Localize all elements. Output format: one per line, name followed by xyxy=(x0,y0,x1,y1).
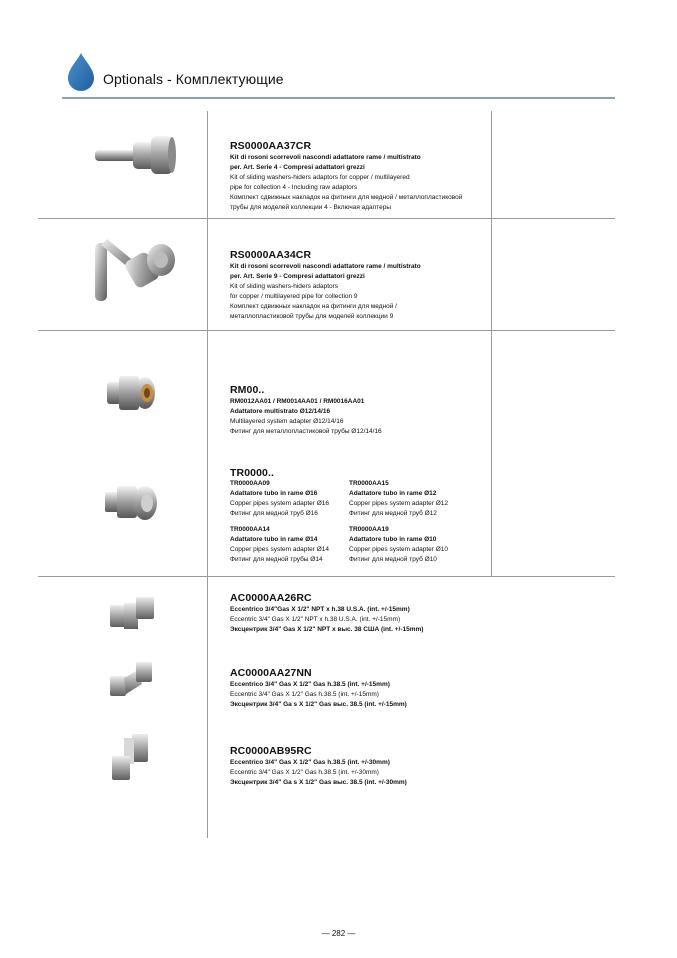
product-desc-line: Adattatore tubo in rame Ø10 xyxy=(349,536,437,543)
product-desc-line: Фитинг для медной труб Ø16 xyxy=(230,510,318,517)
product-code: AC0000AA26RC xyxy=(230,592,312,604)
product-desc-line: Copper pipes system adapter Ø14 xyxy=(230,546,329,553)
multilayer-adapter-image xyxy=(105,370,157,420)
product-variants: RM0012AA01 / RM0014AA01 / RM0016AA01 xyxy=(230,398,365,405)
product-variant xyxy=(349,525,465,565)
table-row-divider xyxy=(38,330,615,331)
product-desc-line: Kit di rosoni scorrevoli nascondi adattatore rame / multistrato xyxy=(230,263,421,270)
product-desc-line: Adattatore tubo in rame Ø12 xyxy=(349,490,437,497)
product-desc-line: Copper pipes system adapter Ø10 xyxy=(349,546,448,553)
page-title: Optionals - Комплектующие xyxy=(103,71,284,87)
eccentric-fitting-image xyxy=(108,660,158,700)
water-drop-icon xyxy=(66,52,96,92)
product-desc-line: Эксцентрик 3/4" Ga s X 1/2" Gas выс. 38.5 (int. +/-30mm) xyxy=(230,779,407,786)
product-desc-line: Adattatore multistrato Ø12/14/16 xyxy=(230,408,331,415)
variant-code: TR0000AA14 xyxy=(230,526,270,533)
washer-kit-image xyxy=(95,233,177,303)
variant-code: TR0000AA19 xyxy=(349,526,389,533)
page-number: — 282 — xyxy=(321,929,356,938)
product-variant xyxy=(230,525,346,565)
product-entry xyxy=(230,249,488,322)
product-desc-line: Фитинг для медной труб Ø12 xyxy=(349,510,437,517)
table-row-divider xyxy=(38,218,615,219)
product-desc-line: Eccentrico 3/4" Gas X 1/2" Gas h.38.5 (int. +/-15mm) xyxy=(230,681,390,688)
product-desc-line: pipe for collection 4 - Including raw adaptors xyxy=(230,184,358,191)
product-entry xyxy=(230,592,488,635)
product-desc-line: Kit of sliding washers-hiders adaptors for copper / multilayered xyxy=(230,174,410,181)
product-entry xyxy=(230,140,488,213)
product-desc-line: per. Art. Serie 4 - Compresi adattatori grezzi xyxy=(230,164,365,171)
copper-adapter-image xyxy=(103,480,161,528)
product-desc-line: трубы для моделей коллекции 4 - Включая адаптеры xyxy=(230,204,391,211)
product-desc-line: for copper / multilayered pipe for collection 9 xyxy=(230,293,358,300)
product-desc-line: Комплект сдвижных накладок на фитинги для медной / металлопластиковой xyxy=(230,194,463,201)
product-code: RM00.. xyxy=(230,384,265,396)
product-desc-line: Kit di rosoni scorrevoli nascondi adattatore rame / multistrato xyxy=(230,154,421,161)
table-column-divider xyxy=(491,111,492,576)
product-desc-line: Eccentrico 3/4"Gas X 1/2" NPT x h.38 U.S.A. (int. +/-15mm) xyxy=(230,606,410,613)
variant-code: TR0000AA09 xyxy=(230,480,270,487)
product-code: RS0000AA37CR xyxy=(230,140,312,152)
table-column-divider xyxy=(207,111,208,838)
product-desc-line: Eccentric 3/4" Gas X 1/2" Gas h.38.5 (int. +/-15mm) xyxy=(230,691,379,698)
product-desc-line: Фитинг для медной труб Ø10 xyxy=(349,556,437,563)
product-entry xyxy=(230,467,488,577)
product-variant xyxy=(230,479,346,519)
page-header xyxy=(62,50,615,98)
product-desc-line: Фитинг для медной трубы Ø14 xyxy=(230,556,323,563)
product-desc-line: Adattatore tubo in rame Ø14 xyxy=(230,536,318,543)
eccentric-fitting-image xyxy=(108,595,158,633)
product-desc-line: Copper pipes system adapter Ø16 xyxy=(230,500,329,507)
product-desc-line: Eccentric 3/4" Gas X 1/2" NPT x h.38 U.S.A. (int. +/-15mm) xyxy=(230,616,401,623)
product-desc-line: Copper pipes system adapter Ø12 xyxy=(349,500,448,507)
product-desc-line: Eccentric 3/4" Gas X 1/2" Gas h.38.5 (int. +/-30mm) xyxy=(230,769,379,776)
product-desc-line: Eccentrico 3/4" Gas X 1/2" Gas h.38.5 (int. +/-30mm) xyxy=(230,759,390,766)
product-desc-line: Kit of sliding washers-hiders adaptors xyxy=(230,283,339,290)
washer-kit-image xyxy=(95,130,177,185)
product-desc-line: Фитинг для металлопластиковой трубы Ø12/14/16 xyxy=(230,428,382,435)
product-desc-line: Эксцентрик 3/4" Ga s X 1/2" Gas выс. 38.5 (int. +/-15mm) xyxy=(230,701,407,708)
product-entry xyxy=(230,745,488,788)
product-entry xyxy=(230,384,488,437)
product-desc-line: металлопластиковой трубы для моделей коллекции 9 xyxy=(230,313,394,320)
product-code: RS0000AA34CR xyxy=(230,249,312,261)
variant-code: TR0000AA15 xyxy=(349,480,389,487)
product-variant xyxy=(349,479,465,519)
header-divider xyxy=(62,97,615,99)
product-code: TR0000.. xyxy=(230,467,274,479)
product-desc-line: Multilayered system adapter Ø12/14/16 xyxy=(230,418,344,425)
product-desc-line: per. Art. Serie 9 - Compresi adattatori grezzi xyxy=(230,273,365,280)
product-desc-line: Эксцентрик 3/4" Gas X 1/2" NPT x выс. 38 США (int. +/-15mm) xyxy=(230,626,424,633)
product-code: AC0000AA27NN xyxy=(230,667,312,679)
eccentric-fitting-image xyxy=(110,732,158,784)
product-desc-line: Adattatore tubo in rame Ø16 xyxy=(230,490,318,497)
product-entry xyxy=(230,667,488,710)
product-desc-line: Комплект сдвижных накладок на фитинги для медной / xyxy=(230,303,397,310)
product-code: RC0000AB95RC xyxy=(230,745,312,757)
